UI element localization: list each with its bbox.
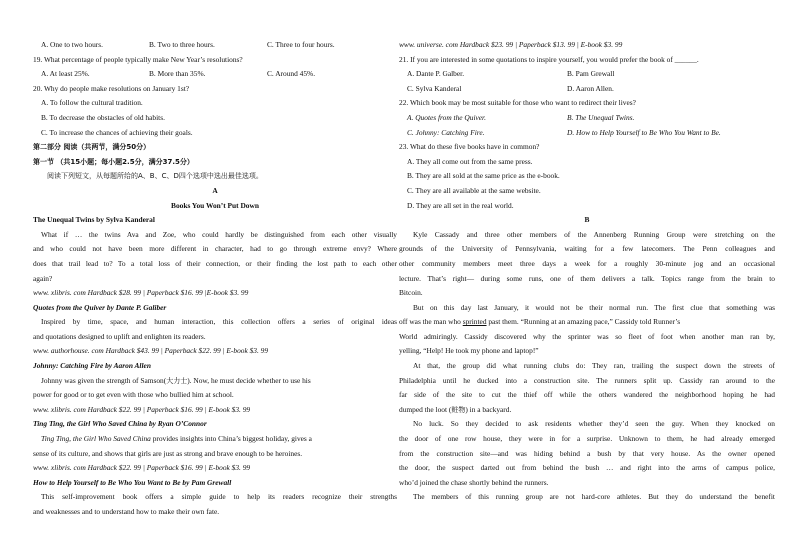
passage-b-text-b: past them. “Running at an amazing pace,” Cassidy told Runner’s [486, 317, 681, 327]
question-22: 22. Which book may be most suitable for those who want to redirect their lives? [399, 98, 636, 108]
passage-b-line: the door, the suspect darted out from behind the bush … and right into the arms of campus police, [399, 463, 775, 473]
passage-b-line: Bitcoin. [399, 288, 423, 298]
q20-option-b[interactable]: B. To decrease the obstacles of old habits. [41, 112, 165, 122]
question-21: 21. If you are interested in some quotations to inspire yourself, you would prefer the book of ______. [399, 54, 699, 64]
q18-option-b[interactable]: B. Two to three hours. [149, 40, 215, 49]
passage-b-letter: B [584, 215, 590, 225]
question-20: 20. Why do people make resolutions on January 1st? [33, 83, 190, 93]
book-1-price: www. xlibris. com Hardback $28. 99 | Paperback $16. 99 |E-book $3. 99 [33, 288, 249, 298]
passage-b-line: lecture. That’s right— during some runs, one of them delivers a talk. Topics range from the brain to [399, 273, 775, 283]
q20-option-c[interactable]: C. To increase the chances of achieving their goals. [41, 127, 193, 137]
book-3-price: www. xlibris. com Hardback $22. 99 | Paperback $16. 99 | E-book $3. 99 [33, 404, 251, 414]
reading-instructions: 阅读下列短文，从每题所给的A、B、C、D四个选项中选出最佳选项。 [47, 172, 263, 181]
book-5-desc-line: This self-improvement book offers a simple guide to help its readers recognize their strengths [41, 492, 397, 502]
passage-b-line: from the construction site—and was hiding behind a bush by that very house. As the owner opened [399, 448, 775, 458]
book-3-title: Johnny: Catching Fire by Aaron Allen [33, 361, 151, 371]
q19-option-a[interactable]: A. At least 25%. [41, 69, 90, 79]
passage-b-line: who’d joined the chase shortly behind the runners. [399, 477, 549, 487]
q21-option-b[interactable]: B. Pam Grewall [567, 69, 615, 79]
book-5-price: www. universe. com Hardback $23. 99 | Paperback $13. 99 | E-book $3. 99 [399, 40, 623, 49]
book-3-desc-line [33, 374, 397, 389]
passage-b-line [399, 403, 775, 418]
book-3-text-b: ). Now, he must decide whether to use his [187, 375, 311, 385]
book-4-title: Ting Ting, the Girl Who Saved China by Ryan O’Connor [33, 419, 207, 429]
part-two-heading: 第二部分 阅读（共两节，满分50分） [33, 143, 151, 152]
passage-b-line: Kyle Cassady and three other members of the Annenberg Running Group were stretching on the [413, 229, 775, 239]
book-3-desc-line: power for good or to get even with those who bullied him at school. [33, 390, 234, 400]
passage-a-title: Books You Won’t Put Down [171, 200, 259, 210]
passage-b-line: grounds of the University of Pennsylvania, waiting for a few latecomers. The Penn colleagues and [399, 244, 775, 254]
passage-b-line: the door of one row house, they were in for a surprise. Unknown to them, he had already emerged [399, 434, 775, 444]
question-23: 23. What do these five books have in common? [399, 142, 540, 152]
book-1-desc-line: does that trail lead to? To a total loss of their connection, or their finding the lost path to each other [33, 258, 397, 268]
book-1-desc-line: again? [33, 273, 53, 283]
book-4-price: www. xlibris. com Hardback $22. 99 | Paperback $16. 99 | E-book $3. 99 [33, 463, 251, 473]
q21-option-a[interactable]: A. Dante P. Galber. [407, 69, 465, 79]
q18-option-c[interactable]: C. Three to four hours. [267, 40, 335, 49]
passage-b-line: Philadelphia until he ducked into a construction site. The runners split up. Cassidy ran around to the [399, 375, 775, 385]
book-1-desc-line: What if … the twins Ava and Zoe, who could hardly be distinguished from each other visually [41, 229, 397, 239]
q18-options [33, 38, 397, 53]
book-3-text-a: Johnny was given the strength of Samson( [41, 375, 167, 385]
cjk-gloss-loot: 赃物 [451, 405, 466, 414]
book-1-desc-line: and who could not have been more different in character, had to go through extreme envy? Where [33, 244, 397, 254]
q21-option-c[interactable]: C. Sylva Kanderal [407, 83, 462, 93]
question-19: 19. What percentage of people typically make New Year’s resolutions? [33, 54, 243, 64]
passage-b-line: other community members meet three days a week for a roughly 30-minute jog and an occasional [399, 258, 775, 268]
book-5-title: How to Help Yourself to Be Who You Want to Be by Pam Grewall [33, 477, 232, 487]
passage-a-letter: A [212, 185, 218, 195]
passage-b-text-c: dumped the loot ( [399, 404, 452, 414]
q19-option-c[interactable]: C. Around 45%. [267, 69, 316, 79]
q19-option-b[interactable]: B. More than 35%. [149, 69, 206, 79]
q20-option-a[interactable]: A. To follow the cultural tradition. [41, 98, 143, 108]
book-4-desc-line [33, 432, 397, 447]
passage-b-text-a: off was the man who [399, 317, 463, 327]
book-2-title: Quotes from the Quiver by Dante P. Galiber [33, 302, 167, 312]
q23-option-c[interactable]: C. They are all available at the same website. [407, 185, 541, 195]
book-3-cjk-gloss: 大力士 [166, 376, 188, 385]
book-5-desc-line: and weaknesses and to understand how to make their own fate. [33, 507, 220, 516]
passage-b-line: No luck. So they decided to ask residents whether they’d seen the guy. When they knocked on [413, 419, 775, 429]
q23-option-d[interactable]: D. They are all set in the real world. [407, 200, 514, 210]
q22-option-d[interactable]: D. How to Help Yourself to Be Who You Want to Be. [567, 127, 721, 137]
passage-b-line: At that, the group did what running clubs do: They ran, trailing the suspect down the streets of [413, 361, 775, 371]
passage-b-line: far side of the site to cut the thief off while the others wandered the neighborhood hoping he had [399, 390, 775, 400]
passage-b-line: But on this day last January, it would not be their normal run. The first clue that something was [413, 302, 775, 312]
book-4-inline-title: Ting Ting, the Girl Who Saved China [41, 434, 151, 444]
section-one-heading: 第一节 （共15小题；每小题2.5分，满分37.5分） [33, 157, 194, 166]
right-column [399, 38, 775, 505]
book-4-desc-line: sense of its culture, and shows that girls are just as strong and brave enough to be heroines. [33, 448, 303, 458]
q23-option-b[interactable]: B. They are all sold at the same price as the e-book. [407, 171, 560, 181]
passage-b-line: World admiringly. Cassidy discovered why the sprinter was so fleet of foot when another man ran by, [399, 331, 775, 341]
book-2-desc-line: Inspired by time, space, and human interaction, this collection offers a series of original ideas [41, 317, 397, 327]
left-column [33, 38, 397, 520]
q23-option-a[interactable]: A. They all come out from the same press. [407, 156, 533, 166]
passage-b-text-d: ) in a backyard. [465, 404, 512, 414]
passage-b-line: The members of this running group are not hard-core athletes. But they do understand the benefit [413, 492, 775, 502]
q19-options [33, 67, 397, 82]
q22-option-c[interactable]: C. Johnny: Catching Fire. [407, 127, 485, 137]
q21-option-d[interactable]: D. Aaron Allen. [567, 83, 614, 93]
book-2-desc-line: and quotations designed to uplift and enlighten its readers. [33, 331, 206, 341]
q22-option-b[interactable]: B. The Unequal Twins. [567, 112, 635, 122]
q21-options-row-1 [399, 67, 775, 82]
passage-b-line [399, 315, 775, 330]
underlined-word-sprinted: sprinted [462, 317, 487, 327]
book-1-title: The Unequal Twins by Sylva Kanderal [33, 215, 155, 225]
book-4-text: provides insights into China’s biggest holiday, gives a [150, 434, 312, 444]
book-2-price: www. authorhouse. com Hardback $43. 99 | Paperback $22. 99 | E-book $3. 99 [33, 346, 269, 356]
q22-options-row-1 [399, 111, 775, 126]
q22-option-a[interactable]: A. Quotes from the Quiver. [407, 112, 486, 122]
q22-options-row-2 [399, 126, 775, 141]
q18-option-a[interactable]: A. One to two hours. [41, 40, 103, 49]
q21-options-row-2 [399, 82, 775, 97]
passage-b-line: yelling, “Help! He took my phone and laptop!” [399, 346, 539, 356]
